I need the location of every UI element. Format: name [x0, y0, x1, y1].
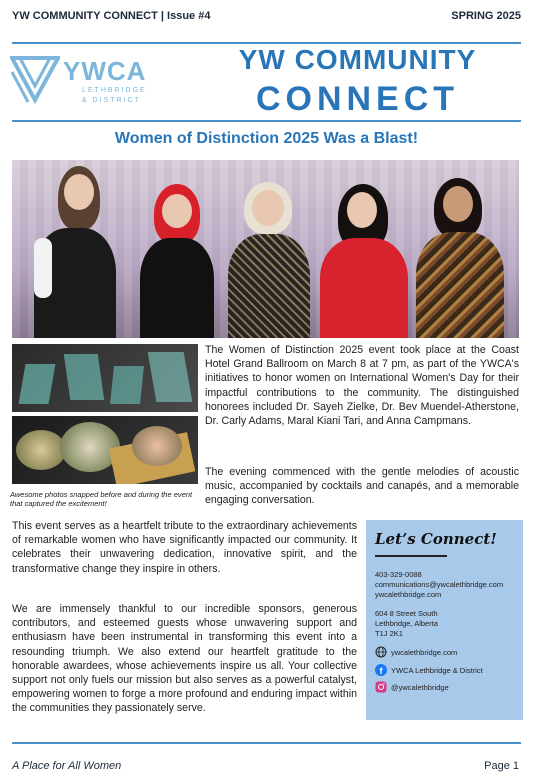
address-line-2: Lethbridge, Alberta	[375, 619, 438, 628]
instagram-label: @ywcalethbridge	[391, 682, 449, 692]
ywca-logo-icon	[10, 54, 60, 106]
issue-label: YW COMMUNITY CONNECT | Issue #4	[12, 10, 211, 22]
article-headline: Women of Distinction 2025 Was a Blast!	[114, 130, 419, 147]
lets-connect-sidebar	[366, 520, 523, 720]
contact-phone[interactable]: 403-329-0088	[375, 570, 422, 579]
article-paragraph-3: This event serves as a heartfelt tribute to the extraordinary achievements of remarkable women who have significantly impacted our community. It celebrates their unwavering dedication, innovative spirit, and the transformative change they inspire in others.	[12, 520, 357, 575]
masthead-divider	[12, 120, 521, 122]
contact-website[interactable]: ywcalethbridge.com	[375, 590, 442, 599]
globe-icon	[375, 646, 387, 658]
sidebar-title-underline	[375, 555, 447, 557]
svg-text:f: f	[379, 666, 383, 676]
page-number: Page 1	[484, 760, 519, 772]
article-paragraph-1: The Women of Distinction 2025 event took place at the Coast Hotel Grand Ballroom on March 8 at 7 pm, as part of the YWCA's initiatives to honor women on International Women's Day for their impactful contributions to the community. The distinguished honorees included Dr. Sayeh Zielke, Dr. Bev Muendel-Atherstone, Dr. Carly Adams, Maral Kiani Tari, and Anna Campmans.	[205, 344, 519, 428]
address-line-3: T1J 2K1	[375, 629, 403, 638]
logo-line-1: LETHBRIDGE	[82, 87, 147, 94]
social-web-label: ywcalethbridge.com	[391, 647, 458, 657]
address-line-1: 604 8 Street South	[375, 609, 438, 618]
footer-tagline: A Place for All Women	[12, 760, 122, 772]
honoree-figure	[130, 160, 220, 338]
contact-email[interactable]: communications@ywcalethbridge.com	[375, 580, 504, 589]
logo-line-2: & DISTRICT	[82, 97, 141, 104]
season-label: SPRING 2025	[451, 10, 521, 22]
awards-table-photo	[12, 344, 198, 412]
instagram-link[interactable]	[375, 681, 449, 693]
honorees-group-photo	[12, 160, 519, 338]
sidebar-title: Let’s Connect!	[375, 530, 497, 548]
masthead-line-1: YW COMMUNITY	[238, 44, 477, 75]
masthead-line-2: CONNECT	[255, 80, 460, 118]
honoree-figure	[312, 160, 412, 338]
flower-bouquets-photo	[12, 416, 198, 484]
article-paragraph-2: The evening commenced with the gentle melodies of acoustic music, accompanied by cocktails and canapés, and a memorable engaging conversation.	[205, 466, 519, 507]
facebook-label: YWCA Lethbridge & District	[391, 665, 483, 675]
instagram-icon	[375, 681, 387, 693]
honoree-figure	[222, 160, 312, 338]
article-paragraph-4: We are immensely thankful to our incredible sponsors, generous contributors, and esteemed guests whose unwavering support and enthusiasm have been instrumental in transforming this event into a resounding triumph. We also extend our heartfelt gratitude to the honorable awardees, whose achievements inspire us all. Your collective support not only fuels our mission but also serves as a powerful catalyst, empowering women to forge a more profound and enduring impact within the communities they passionately serve.	[12, 603, 357, 715]
facebook-icon	[375, 664, 387, 676]
footer-divider	[12, 742, 521, 744]
honoree-figure	[30, 160, 120, 338]
ywca-logo	[10, 52, 160, 112]
social-web-link[interactable]	[375, 646, 457, 658]
facebook-link[interactable]	[375, 664, 483, 676]
honoree-figure	[408, 160, 508, 338]
newsletter-header	[12, 10, 521, 28]
logo-wordmark: YWCA	[63, 56, 147, 86]
photo-caption: Awesome photos snapped before and during the event that captured the excitement!	[10, 490, 193, 508]
